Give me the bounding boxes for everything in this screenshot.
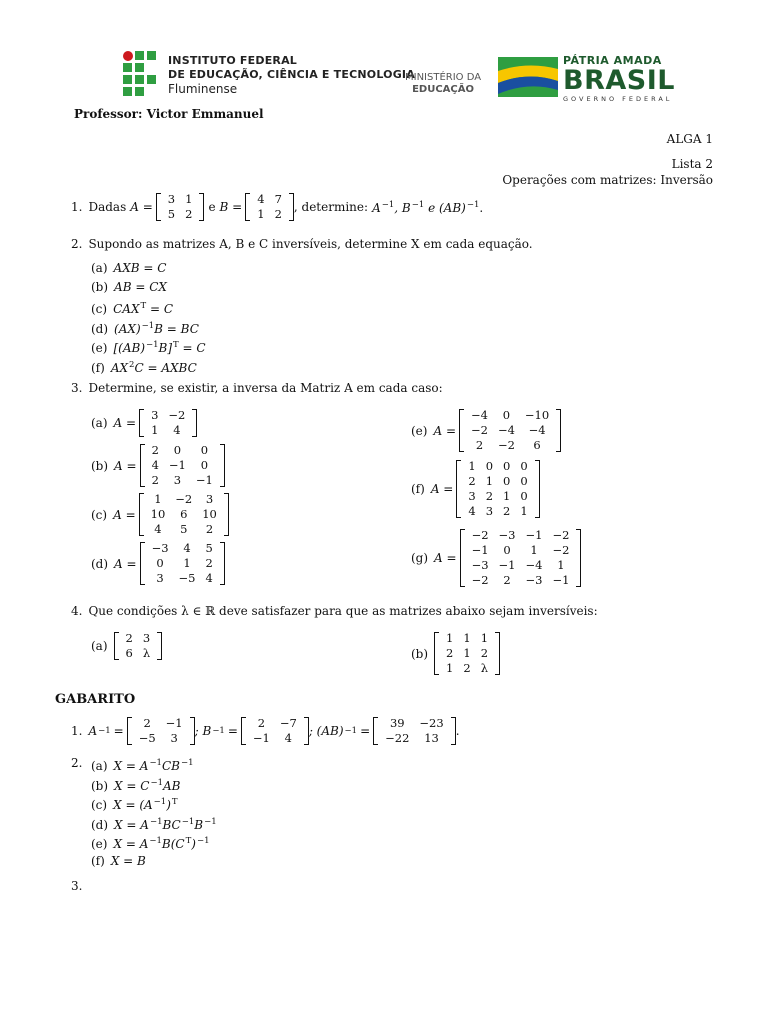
q2-item	[91, 260, 166, 276]
matrix-cell: 1	[446, 661, 454, 675]
institute-name	[168, 54, 415, 96]
q3-item	[411, 408, 561, 453]
matrix-cell: −2	[168, 408, 186, 422]
a2-item-expr: )	[191, 837, 196, 851]
q2-item-label: (c)	[91, 302, 108, 316]
q3-item	[91, 443, 225, 488]
matrix-cell: 2	[125, 631, 133, 645]
q3-number: 3.	[71, 381, 83, 395]
matrix-cell: 3	[485, 504, 494, 518]
q4-item	[91, 631, 162, 661]
question-4	[71, 603, 598, 619]
a1-abinv-eq: =	[360, 724, 371, 738]
matrix-cell: −4	[525, 558, 543, 572]
matrix-cell: −7	[279, 716, 297, 730]
matrix-cell: 2	[463, 661, 471, 675]
q1-determine: , determine:	[293, 200, 369, 214]
a2-item	[91, 775, 180, 794]
a2-item-expr: B	[194, 818, 204, 832]
matrix-cell: 1	[480, 631, 489, 645]
q2-item-rest: B]	[158, 341, 173, 355]
a2-item-label: (b)	[91, 779, 109, 793]
q2-item-sup: T	[140, 301, 147, 311]
q3-item-a-label: A =	[114, 556, 137, 571]
matrix-cell: 4	[183, 541, 191, 555]
a2-item-expr: B(C	[161, 837, 185, 851]
matrix-cell: 0	[200, 458, 209, 472]
q4-number: 4.	[71, 604, 83, 618]
q3-item-label: (b)	[91, 458, 109, 473]
matrix-cell: −1	[525, 528, 543, 542]
matrix-cell: 4	[257, 192, 265, 206]
matrix-cell: 4	[154, 522, 162, 536]
matrix-cell: 1	[468, 459, 476, 473]
a2-item	[91, 755, 194, 774]
matrix-cell: 1	[503, 489, 511, 503]
matrix-cell: 0	[520, 474, 528, 488]
q2-item-rest: B = BC	[154, 322, 199, 336]
a1-matrix-ainv	[127, 716, 195, 746]
a2-item-expr: X = A	[113, 837, 149, 851]
matrix-cell: 0	[502, 408, 511, 422]
a2-item-expr: X = A	[114, 818, 149, 832]
matrix-cell: −3	[471, 558, 489, 572]
q1-ask-a: A	[372, 200, 381, 215]
matrix-cell: 3	[173, 473, 182, 487]
matrix-cell: −1	[195, 473, 213, 487]
q1-ask-ab: e (AB)	[424, 200, 466, 215]
q2-item-sup2: T	[173, 340, 179, 350]
q1-ask	[372, 200, 483, 215]
q2-item-label: (f)	[91, 361, 105, 375]
a2-item-sup: −1	[204, 817, 217, 827]
q2-item-equation: CAX	[113, 302, 140, 316]
q4-item-label: (a)	[91, 639, 108, 653]
q2-item-label: (d)	[91, 322, 109, 336]
q2-item-rest: C = AXBC	[134, 361, 197, 375]
matrix-cell: −2	[471, 423, 488, 437]
a1-ainv-label: A	[88, 724, 98, 738]
q2-item-sup: −1	[146, 340, 159, 350]
matrix-cell: 3	[205, 492, 214, 506]
q1-matrix-a	[156, 192, 205, 222]
matrix-cell: 1	[463, 646, 471, 660]
matrix-cell: 4	[284, 731, 292, 745]
q2-item	[91, 298, 173, 317]
matrix-cell: 1	[154, 492, 162, 506]
matrix-cell: −22	[385, 731, 410, 745]
matrix-cell: 3	[151, 408, 159, 422]
matrix-cell: 0	[156, 556, 164, 570]
a2-item-expr: X = B	[110, 854, 146, 868]
question-3	[71, 380, 443, 396]
q1-a-label: A =	[130, 200, 153, 214]
q3-item-label: (e)	[411, 423, 428, 438]
matrix-cell: 7	[274, 192, 282, 206]
q2-item-equation: AX	[110, 361, 129, 375]
matrix-cell: 10	[202, 507, 217, 521]
matrix-cell: 4	[468, 504, 476, 518]
matrix-cell: −1	[471, 543, 489, 557]
q3-item	[91, 408, 197, 438]
q3-item-a-label: A =	[434, 551, 457, 565]
q2-item-label: (e)	[91, 341, 108, 355]
a2-item-expr: X = (A	[113, 798, 153, 812]
a3-number: 3.	[71, 879, 83, 893]
a2-item-label: (e)	[91, 837, 108, 851]
a1-binv-eq: =	[227, 724, 238, 738]
a2-item-sup: T	[171, 797, 178, 807]
q3-item-a-label: A =	[430, 482, 454, 496]
matrix-cell: 4	[205, 571, 213, 585]
q1-ask-b: , B	[394, 200, 411, 215]
q4-item	[411, 631, 500, 676]
matrix-cell: 0	[200, 443, 209, 457]
matrix-cell: 2	[205, 522, 214, 536]
q2-item-rest2: = C	[178, 341, 206, 355]
matrix-cell: −1	[552, 573, 570, 587]
q4-text: Que condições λ ∈ ℝ deve satisfazer para que as matrizes abaixo sejam inversíveis:	[88, 604, 598, 618]
q2-item-equation: (AX)	[114, 322, 141, 336]
q1-and: e	[208, 200, 216, 214]
a1-abinv-label: ; (AB)	[308, 724, 344, 738]
a2-item	[91, 853, 146, 869]
q3-item-label: (a)	[91, 416, 108, 430]
matrix-cell: 5	[205, 541, 213, 555]
matrix-cell: 10	[150, 507, 166, 521]
matrix-cell: 4	[173, 423, 181, 437]
matrix-cell: 1	[520, 504, 528, 518]
matrix-cell: 2	[485, 489, 494, 503]
a1-matrix-binv	[241, 716, 309, 746]
q2-item	[91, 357, 197, 376]
matrix-cell: −1	[252, 731, 270, 745]
matrix-cell: −4	[471, 408, 488, 422]
matrix-cell: 2	[257, 716, 266, 730]
a2-number: 2.	[71, 756, 83, 770]
matrix-cell: 3	[156, 571, 164, 585]
q2-item-label: (b)	[91, 280, 109, 294]
q1-matrix-b	[245, 192, 294, 222]
matrix-cell: 0	[503, 474, 511, 488]
a1-end: .	[455, 724, 460, 738]
matrix-cell: −2	[471, 528, 489, 542]
matrix-cell: 6	[125, 646, 133, 660]
q3-item-matrix	[139, 492, 229, 537]
q3-item-matrix	[459, 408, 561, 453]
q2-item-equation: AXB = C	[113, 261, 167, 275]
government-logo	[563, 55, 675, 103]
a2-item-sup: T	[185, 836, 192, 846]
a2-item-expr: AB	[163, 779, 181, 793]
matrix-cell: 0	[503, 543, 511, 557]
matrix-cell: 0	[503, 459, 511, 473]
ministry-line-1: MINISTÉRIO DA	[405, 72, 482, 83]
matrix-cell: 1	[557, 558, 565, 572]
matrix-cell: −5	[178, 571, 196, 585]
matrix-cell: 0	[173, 443, 182, 457]
q2-item-equation: AB = CX	[114, 280, 167, 294]
matrix-cell: 3	[468, 489, 476, 503]
q3-item-matrix	[460, 528, 582, 588]
q3-item-a-label: A =	[433, 423, 457, 438]
q3-item	[91, 541, 225, 586]
matrix-cell: 2	[446, 646, 454, 660]
a2-item-expr: X = A	[113, 759, 149, 773]
question-1	[71, 192, 483, 222]
matrix-cell: −1	[498, 558, 516, 572]
a2-item-label: (d)	[91, 818, 109, 832]
gov-line-1: PÁTRIA AMADA	[563, 54, 662, 67]
a2-item	[91, 794, 178, 813]
matrix-cell: −2	[497, 438, 515, 452]
matrix-cell: −2	[175, 492, 193, 506]
a2-item	[91, 814, 217, 833]
a1-matrix-abinv	[373, 716, 456, 746]
q3-item-matrix	[140, 443, 225, 488]
matrix-cell: −23	[419, 716, 444, 730]
a1-binv-sup: −1	[212, 726, 225, 736]
a2-item-expr: BC	[162, 818, 181, 832]
q2-item	[91, 318, 199, 337]
q3-item-a-label: A =	[113, 416, 137, 430]
q1-text: Dadas	[88, 200, 127, 214]
matrix-cell: 0	[520, 489, 528, 503]
q3-item-label: (c)	[91, 507, 108, 522]
matrix-cell: λ	[480, 661, 489, 675]
matrix-cell: −4	[497, 423, 515, 437]
q3-item	[411, 459, 540, 519]
a2-item-label: (c)	[91, 798, 108, 812]
q3-text: Determine, se existir, a inversa da Matriz A em cada caso:	[88, 381, 443, 395]
a2-item-label: (a)	[91, 759, 108, 773]
q4-item-matrix	[434, 631, 500, 676]
a1-binv-label: ; B	[194, 724, 212, 738]
matrix-cell: 2	[503, 573, 511, 587]
matrix-cell: 2	[503, 504, 511, 518]
q2-number: 2.	[71, 237, 83, 251]
government-flag-icon	[498, 57, 558, 97]
course-name: ALGA 1	[666, 132, 713, 146]
a2-item-expr: CB	[161, 759, 180, 773]
matrix-cell: −5	[138, 731, 156, 745]
q3-item-matrix	[139, 408, 197, 438]
matrix-cell: 1	[446, 631, 454, 645]
list-number: Lista 2	[671, 157, 713, 171]
q2-text: Supondo as matrizes A, B e C inversíveis, determine X em cada equação.	[88, 237, 533, 251]
q2-item-equation: [(AB)	[113, 341, 145, 355]
q3-item-matrix	[456, 459, 539, 519]
institute-line-2: DE EDUCAÇÃO, CIÊNCIA E TECNOLOGIA	[168, 68, 415, 81]
institute-line-1: INSTITUTO FEDERAL	[168, 54, 298, 67]
institute-line-3: Fluminense	[168, 82, 238, 96]
matrix-cell: 3	[142, 631, 151, 645]
matrix-cell: −2	[552, 543, 570, 557]
q3-item	[411, 528, 581, 588]
list-topic: Operações com matrizes: Inversão	[502, 173, 713, 187]
q2-item-sup: −1	[141, 321, 155, 331]
matrix-cell: 13	[424, 731, 439, 745]
matrix-cell: 1	[485, 474, 494, 488]
matrix-cell: −2	[552, 528, 570, 542]
a1-number: 1.	[71, 724, 83, 738]
q4-item-label: (b)	[411, 646, 429, 661]
q2-item	[91, 279, 167, 295]
matrix-cell: −1	[165, 716, 183, 730]
matrix-cell: 6	[533, 438, 541, 452]
matrix-cell: −10	[524, 408, 550, 422]
a2-item-sup: −1	[181, 817, 195, 827]
answer-1	[71, 716, 460, 746]
matrix-cell: 1	[151, 423, 159, 437]
question-2	[71, 236, 533, 252]
matrix-cell: 3	[167, 192, 176, 206]
q3-item-a-label: A =	[114, 458, 137, 473]
a2-item-sup: −1	[180, 758, 194, 768]
q2-item-rest: = C	[146, 302, 174, 316]
a2-item	[91, 833, 209, 852]
a2-item-expr: X = C	[114, 779, 150, 793]
ministry-logo	[405, 72, 481, 96]
matrix-cell: 1	[530, 543, 538, 557]
q2-item	[91, 337, 206, 356]
matrix-cell: 6	[180, 507, 188, 521]
matrix-cell: 2	[274, 207, 282, 221]
a2-item-label: (f)	[91, 854, 105, 868]
a2-item-sup: −1	[149, 817, 163, 827]
matrix-cell: 0	[485, 459, 494, 473]
a2-item-sup: −1	[149, 836, 162, 846]
q3-item-label: (f)	[411, 482, 425, 496]
a2-item-sup: −1	[196, 836, 210, 846]
matrix-cell: 2	[468, 474, 476, 488]
matrix-cell: −3	[151, 541, 169, 555]
q1-b-label: B =	[219, 200, 243, 214]
matrix-cell: 1	[183, 556, 191, 570]
q4-item-matrix	[114, 631, 163, 661]
matrix-cell: 2	[143, 716, 151, 730]
q1-ask-sup-3: −1	[466, 199, 480, 210]
answer-key-title: GABARITO	[55, 692, 136, 707]
matrix-cell: −1	[168, 458, 186, 472]
a2-item-expr: )	[166, 798, 171, 812]
matrix-cell: 1	[257, 207, 265, 221]
matrix-cell: 5	[180, 522, 188, 536]
matrix-cell: 2	[475, 438, 484, 452]
matrix-cell: 0	[520, 459, 528, 473]
matrix-cell: 2	[151, 443, 159, 457]
matrix-cell: 4	[151, 458, 159, 472]
gov-line-2: BRASIL	[563, 65, 675, 96]
matrix-cell: 5	[167, 207, 176, 221]
q1-ask-sup-2: −1	[411, 199, 425, 210]
q3-item-a-label: A =	[113, 507, 136, 522]
matrix-cell: −3	[498, 528, 516, 542]
q3-item	[91, 492, 229, 537]
q2-item-label: (a)	[91, 261, 108, 275]
matrix-cell: 2	[205, 556, 213, 570]
ministry-line-2: EDUCAÇÃO	[412, 84, 474, 95]
a2-item-sup: −1	[153, 797, 167, 807]
q2-item-sup: 2	[129, 360, 135, 370]
matrix-cell: 1	[463, 631, 471, 645]
q1-number: 1.	[71, 200, 83, 214]
matrix-cell: 2	[185, 207, 193, 221]
matrix-cell: 2	[151, 473, 159, 487]
matrix-cell: λ	[142, 646, 151, 660]
matrix-cell: −2	[471, 573, 489, 587]
matrix-cell: 2	[480, 646, 489, 660]
matrix-cell: −3	[525, 573, 543, 587]
a1-abinv-sup: −1	[344, 726, 358, 736]
q3-item-label: (g)	[411, 551, 429, 565]
a2-item-sup: −1	[150, 778, 163, 788]
matrix-cell: −4	[528, 423, 546, 437]
q1-ask-end: .	[479, 200, 484, 215]
matrix-cell: 39	[389, 716, 405, 730]
a2-item-sup: −1	[149, 758, 162, 768]
q3-item-label: (d)	[91, 556, 109, 571]
q1-ask-sup-1: −1	[381, 199, 395, 210]
gov-line-3: GOVERNO FEDERAL	[563, 95, 673, 103]
professor-name: Professor: Victor Emmanuel	[74, 107, 264, 121]
matrix-cell: 3	[170, 731, 178, 745]
q3-item-matrix	[140, 541, 225, 586]
matrix-cell: 1	[185, 192, 193, 206]
a1-ainv-eq: =	[113, 724, 124, 738]
a1-ainv-sup: −1	[98, 726, 111, 736]
